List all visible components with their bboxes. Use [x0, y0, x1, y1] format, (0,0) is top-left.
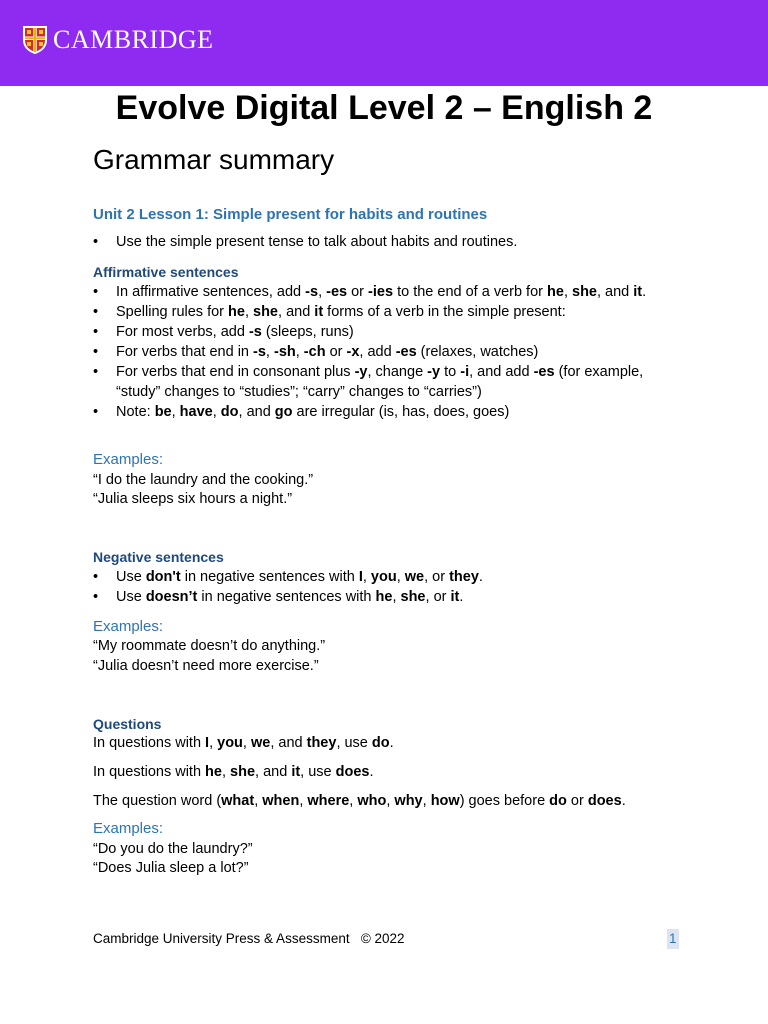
question-rule: In questions with he, she, and it, use does.	[93, 764, 374, 780]
list-item: • In affirmative sentences, add -s, -es or -ies to the end of a verb for he, she, and it.	[93, 282, 676, 302]
questions-heading: Questions	[93, 716, 162, 732]
page-number: 1	[667, 929, 679, 949]
negative-list	[93, 567, 676, 607]
example-sentence: “I do the laundry and the cooking.”	[93, 472, 314, 488]
question-rule: In questions with I, you, we, and they, use do.	[93, 735, 394, 751]
examples-label: Examples:	[93, 618, 164, 635]
examples-label: Examples:	[93, 820, 164, 837]
footer-copyright: Cambridge University Press & Assessment © 2022	[93, 931, 405, 946]
document-title: Evolve Digital Level 2 – English 2	[115, 89, 653, 127]
document-subtitle: Grammar summary	[93, 144, 335, 175]
affirmative-list	[93, 282, 676, 422]
negative-heading: Negative sentences	[93, 549, 224, 565]
header-bar	[0, 0, 768, 86]
example-sentence: “My roommate doesn’t do anything.”	[93, 638, 326, 654]
cambridge-shield-icon	[22, 25, 48, 55]
list-item: • For verbs that end in -s, -sh, -ch or -x, add -es (relaxes, watches)	[93, 342, 676, 362]
unit-title: Unit 2 Lesson 1: Simple present for habits and routines	[93, 206, 488, 223]
example-sentence: “Julia sleeps six hours a night.”	[93, 491, 293, 507]
question-rule: The question word (what, when, where, who, why, how) goes before do or does.	[93, 793, 626, 809]
brand-name: CAMBRIDGE	[53, 25, 214, 54]
example-sentence: “Does Julia sleep a lot?”	[93, 860, 249, 876]
affirmative-heading: Affirmative sentences	[93, 264, 239, 280]
list-item: • For most verbs, add -s (sleeps, runs)	[93, 322, 676, 342]
list-item: • Use don't in negative sentences with I, you, we, or they.	[93, 567, 676, 587]
example-sentence: “Julia doesn’t need more exercise.”	[93, 658, 319, 674]
example-sentence: “Do you do the laundry?”	[93, 841, 253, 857]
examples-label: Examples:	[93, 451, 164, 468]
cambridge-logo	[22, 25, 214, 55]
list-item: • Note: be, have, do, and go are irregular (is, has, does, goes)	[93, 402, 676, 422]
list-item: • Use doesn’t in negative sentences with he, she, or it.	[93, 587, 676, 607]
list-item: • Spelling rules for he, she, and it forms of a verb in the simple present:	[93, 302, 676, 322]
intro-list	[93, 232, 676, 252]
list-item: • Use the simple present tense to talk about habits and routines.	[93, 232, 676, 252]
list-item: • For verbs that end in consonant plus -y, change -y to -i, and add -es (for example, “study” changes to “studies”; “carry” changes to “carries”)	[93, 362, 676, 402]
